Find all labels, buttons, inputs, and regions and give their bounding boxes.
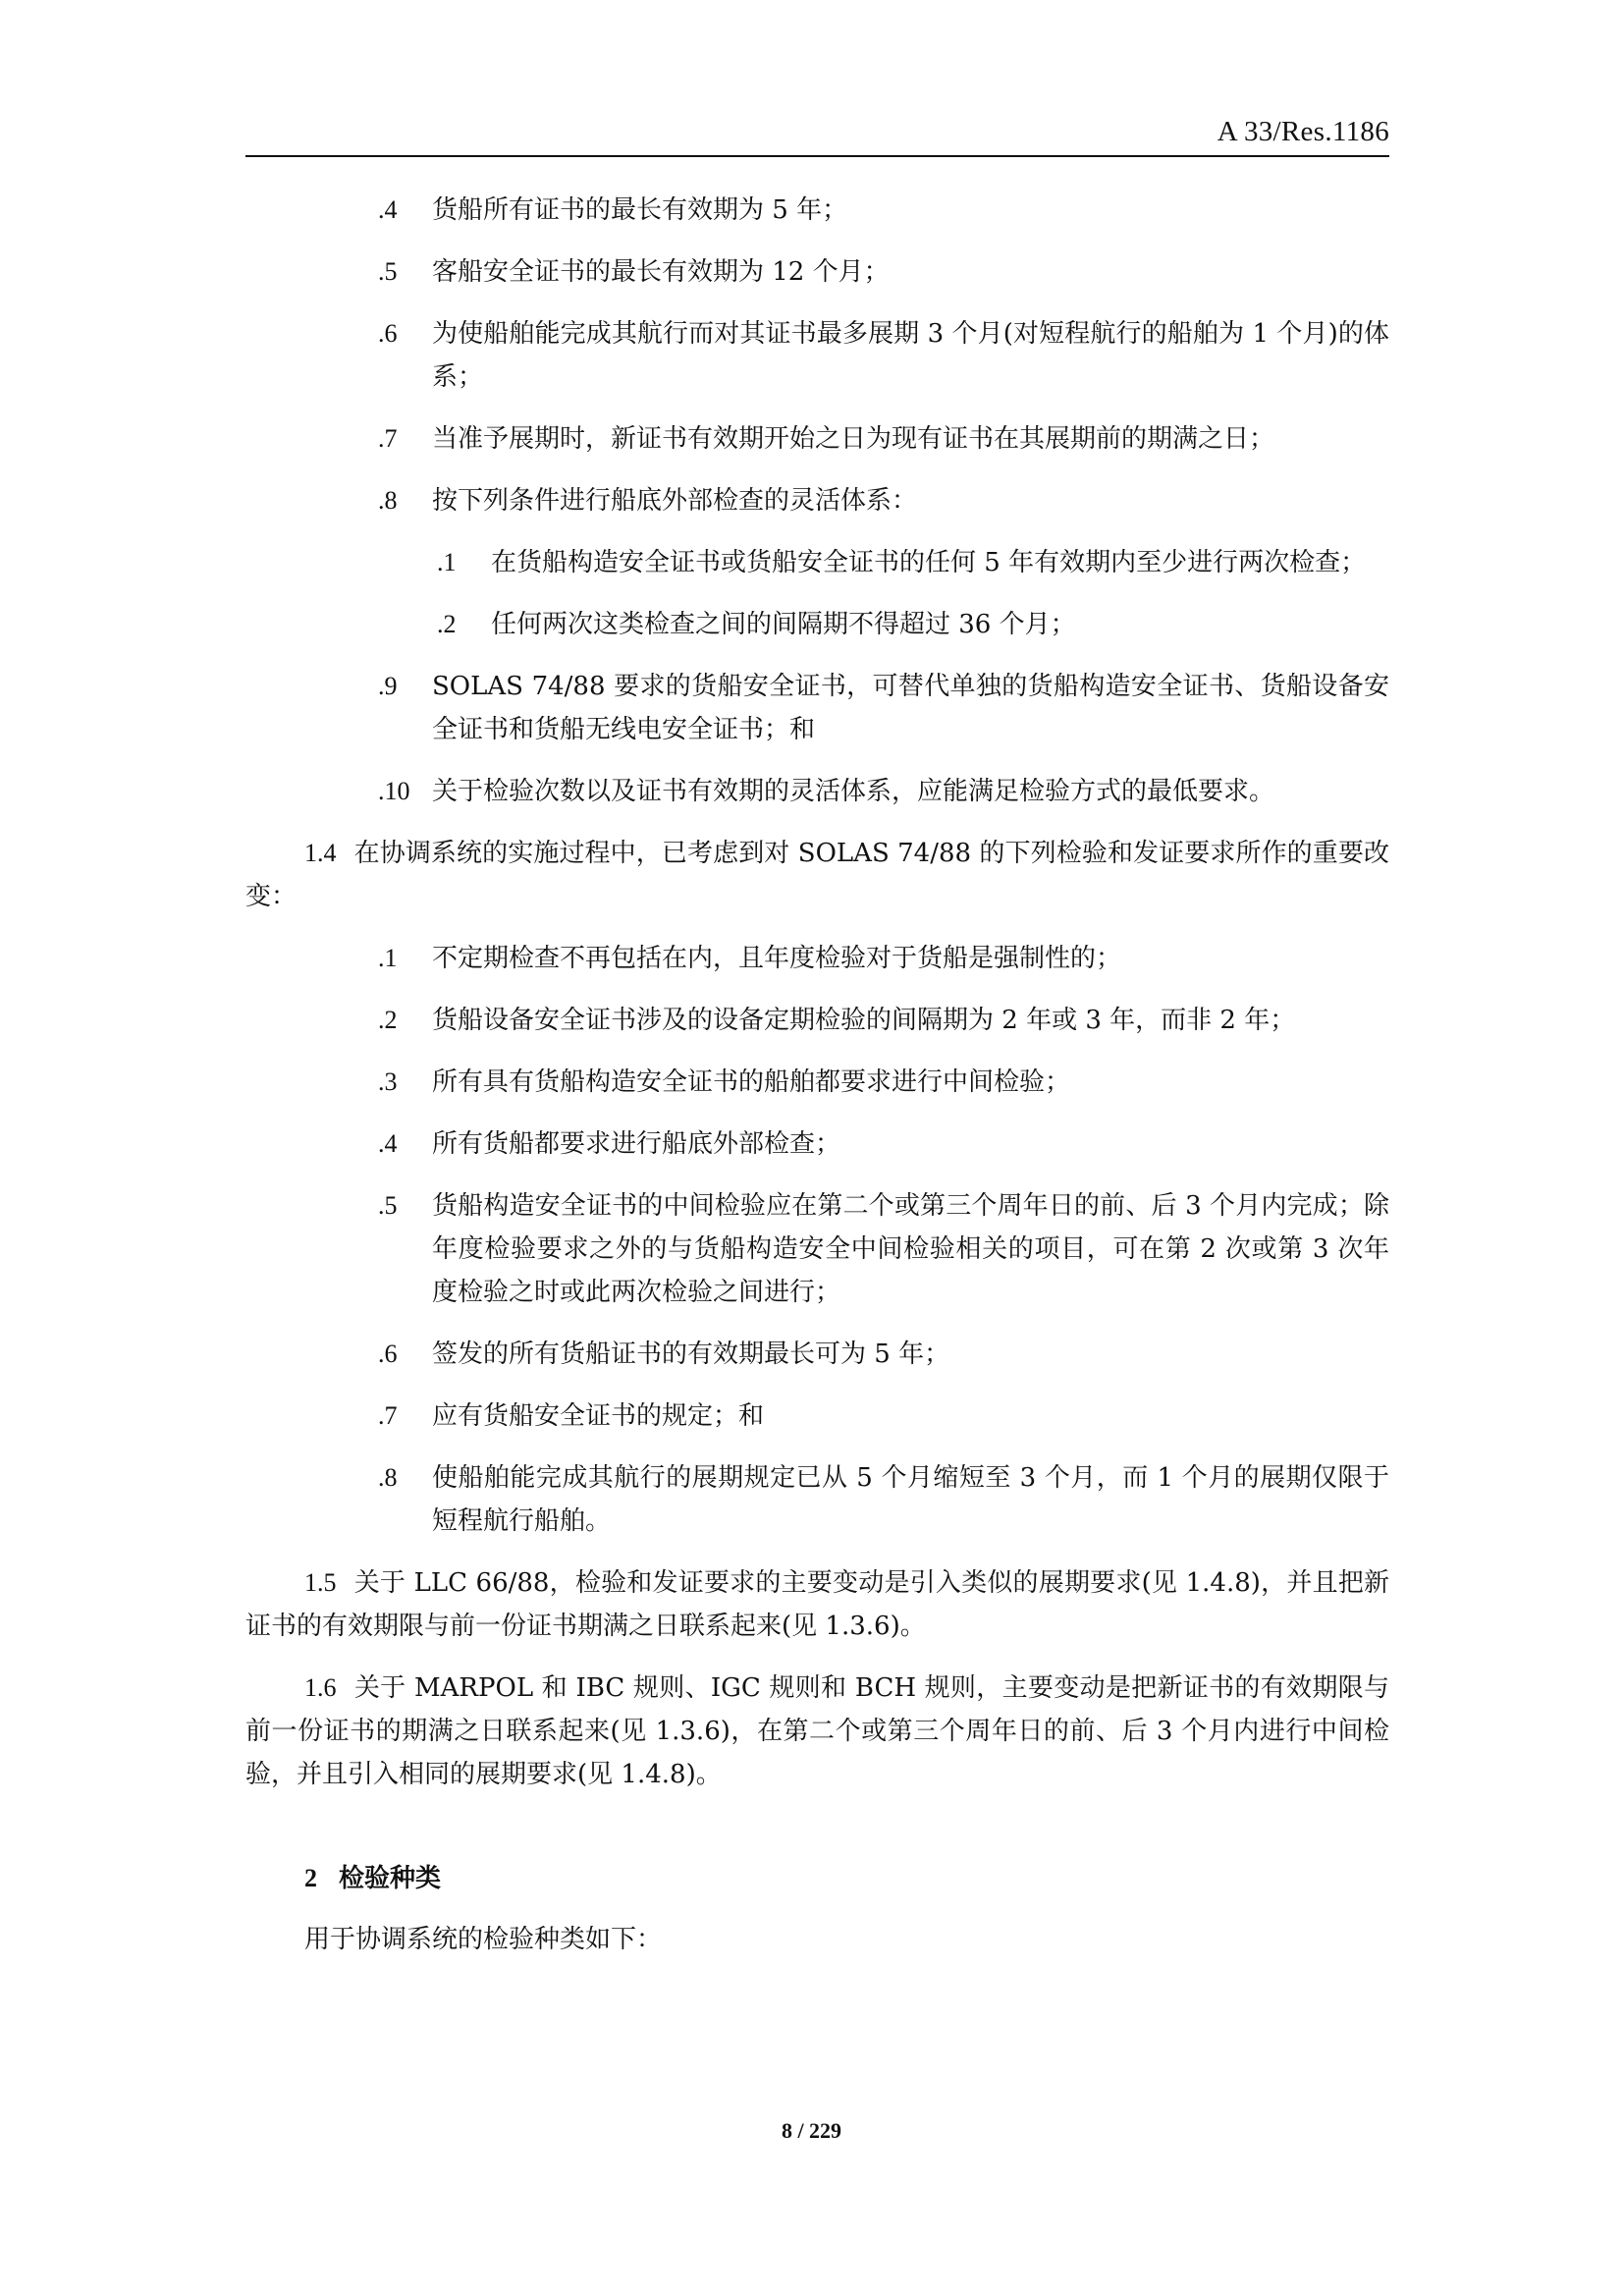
sub-list-item bbox=[245, 603, 1389, 646]
paragraph-number: 1.6 bbox=[304, 1673, 337, 1702]
item-number: .8 bbox=[378, 486, 398, 515]
paragraph-1-6 bbox=[245, 1667, 1389, 1796]
document-reference: A 33/Res.1186 bbox=[1217, 116, 1389, 147]
item-number: .8 bbox=[378, 1463, 398, 1492]
item-number: .4 bbox=[378, 1129, 398, 1158]
item-text: 客船安全证书的最长有效期为 12 个月； bbox=[432, 257, 890, 287]
sub-item-number: .1 bbox=[437, 548, 457, 576]
list-item bbox=[245, 665, 1389, 751]
list-item bbox=[245, 1456, 1389, 1543]
item-text: 所有货船都要求进行船底外部检查； bbox=[432, 1129, 841, 1159]
item-text: 为使船舶能完成其航行而对其证书最多展期 3 个月(对短程航行的船舶为 1 个月)的体系； bbox=[432, 319, 1389, 392]
item-text: 按下列条件进行船底外部检查的灵活体系： bbox=[432, 486, 918, 516]
item-number: .7 bbox=[378, 1401, 398, 1430]
sub-item-text: 在货船构造安全证书或货船安全证书的任何 5 年有效期内至少进行两次检查； bbox=[491, 548, 1367, 577]
list-item bbox=[245, 312, 1389, 399]
item-number: .2 bbox=[378, 1006, 398, 1034]
paragraph-1-5 bbox=[245, 1561, 1389, 1648]
list-item bbox=[245, 1122, 1389, 1166]
item-text: 当准予展期时，新证书有效期开始之日为现有证书在其展期前的期满之日； bbox=[432, 424, 1275, 454]
sub-item-text: 任何两次这类检查之间的间隔期不得超过 36 个月； bbox=[491, 610, 1076, 639]
item-number: .7 bbox=[378, 424, 398, 453]
item-text: 货船构造安全证书的中间检验应在第二个或第三个周年日的前、后 3 个月内完成；除年度检验要求之外的与货船构造安全中间检验相关的项目，可在第 2 次或第 3 次年度检验之时或此两次检验之间进行； bbox=[432, 1191, 1389, 1307]
list-item bbox=[245, 189, 1389, 232]
item-number: .10 bbox=[378, 777, 410, 805]
list-item bbox=[245, 1061, 1389, 1104]
item-number: .6 bbox=[378, 319, 398, 348]
page-number: 8 / 229 bbox=[781, 2118, 842, 2143]
paragraph-text: 在协调系统的实施过程中，已考虑到对 SOLAS 74/88 的下列检验和发证要求所作的重要改变： bbox=[245, 839, 1389, 911]
list-item bbox=[245, 770, 1389, 813]
list-item bbox=[245, 999, 1389, 1042]
list-item bbox=[245, 1333, 1389, 1376]
item-text: 所有具有货船构造安全证书的船舶都要求进行中间检验； bbox=[432, 1067, 1071, 1097]
list-item bbox=[245, 250, 1389, 294]
item-text: 货船设备安全证书涉及的设备定期检验的间隔期为 2 年或 3 年，而非 2 年； bbox=[432, 1006, 1296, 1035]
item-number: .3 bbox=[378, 1067, 398, 1096]
item-number: .9 bbox=[378, 672, 398, 700]
paragraph-number: 1.5 bbox=[304, 1568, 337, 1597]
sub-list-item bbox=[245, 541, 1389, 584]
section-title: 检验种类 bbox=[339, 1864, 442, 1893]
section-heading bbox=[245, 1857, 1389, 1900]
item-text: 应有货船安全证书的规定；和 bbox=[432, 1401, 765, 1431]
item-number: .1 bbox=[378, 944, 398, 972]
item-number: .5 bbox=[378, 1191, 398, 1220]
section-number: 2 bbox=[304, 1864, 317, 1892]
item-number: .6 bbox=[378, 1339, 398, 1368]
item-text: 不定期检查不再包括在内，且年度检验对于货船是强制性的； bbox=[432, 944, 1122, 973]
list-item bbox=[245, 1394, 1389, 1438]
item-text: 关于检验次数以及证书有效期的灵活体系，应能满足检验方式的最低要求。 bbox=[432, 777, 1275, 806]
sub-item-number: .2 bbox=[437, 610, 457, 638]
item-number: .4 bbox=[378, 195, 398, 224]
list-item bbox=[245, 479, 1389, 522]
page-content bbox=[245, 189, 1389, 1961]
item-text: 使船舶能完成其航行的展期规定已从 5 个月缩短至 3 个月，而 1 个月的展期仅限于短程航行船舶。 bbox=[432, 1463, 1389, 1536]
section-intro: 用于协调系统的检验种类如下： bbox=[304, 1925, 663, 1954]
list-item bbox=[245, 417, 1389, 461]
paragraph-text: 关于 MARPOL 和 IBC 规则、IGC 规则和 BCH 规则，主要变动是把新证书的有效期限与前一份证书的期满之日联系起来(见 1.3.6)，在第二个或第三个周年日的前、后 3 个月内进行中间检验，并且引入相同的展期要求(见 1.4.8)。 bbox=[245, 1673, 1389, 1789]
item-text: SOLAS 74/88 要求的货船安全证书，可替代单独的货船构造安全证书、货船设备安全证书和货船无线电安全证书；和 bbox=[432, 672, 1389, 744]
paragraph-number: 1.4 bbox=[304, 839, 337, 867]
item-text: 签发的所有货船证书的有效期最长可为 5 年； bbox=[432, 1339, 950, 1369]
list-item bbox=[245, 1184, 1389, 1314]
list-item bbox=[245, 937, 1389, 980]
header-divider bbox=[245, 155, 1389, 157]
item-text: 货船所有证书的最长有效期为 5 年； bbox=[432, 195, 848, 225]
paragraph-1-4 bbox=[245, 832, 1389, 918]
item-number: .5 bbox=[378, 257, 398, 286]
paragraph-text: 关于 LLC 66/88，检验和发证要求的主要变动是引入类似的展期要求(见 1.4.8)，并且把新证书的有效期限与前一份证书期满之日联系起来(见 1.3.6)。 bbox=[245, 1568, 1389, 1641]
